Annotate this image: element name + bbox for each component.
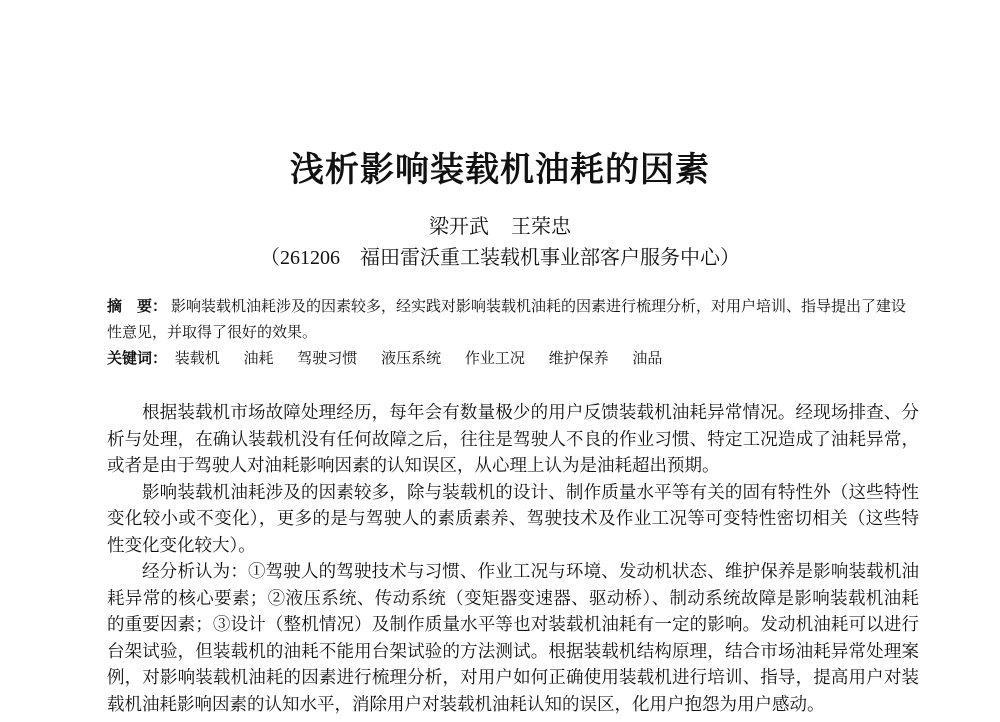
keyword: 液压系统: [381, 351, 442, 367]
keyword: 维护保养: [548, 351, 609, 367]
abstract: [107, 294, 907, 346]
keyword: 作业工况: [464, 351, 525, 367]
keyword: 油品: [632, 351, 663, 367]
keyword: 油耗: [243, 351, 274, 367]
paper-title: 浅析影响装载机油耗的因素: [290, 150, 710, 190]
keyword: 驾驶习惯: [297, 351, 358, 367]
abstract-label: 摘 要：: [107, 299, 168, 315]
author-name: 王荣忠: [511, 216, 571, 238]
body-paragraph: 影响装载机油耗涉及的因素较多，除与装载机的设计、制作质量水平等有关的固有特性外（这些特性变化较小或不变化），更多的是与驾驶人的素质素养、驾驶技术及作业工况等可变特性密切相关（这些特性变化变化较大）。: [107, 481, 919, 555]
keywords-label: 关键词：: [107, 351, 168, 367]
body-paragraph: 经分析认为：①驾驶人的驾驶技术与习惯、作业工况与环境、发动机状态、维护保养是影响装载机油耗异常的核心要素；②液压系统、传动系统（变矩器变速器、驱动桥）、制动系统故障是影响装载机油耗的重要因素；③设计（整机情况）及制作质量水平等也对装载机油耗有一定的影响。发动机油耗可以进行台架试验，但装载机的油耗不能用台架试验的方法测试。根据装载机结构原理，结合市场油耗异常处理案例，对影响装载机油耗的因素进行梳理分析，对用户如何正确使用装载机进行培训、指导，提高用户对装载机油耗影响因素的认知水平，消除用户对装载机油耗认知的误区，化用户抱怨为用户感动。: [107, 561, 919, 714]
body-text: [107, 399, 919, 717]
keyword: 装载机: [174, 351, 220, 367]
author-affiliation: （261206 福田雷沃重工装载机事业部客户服务中心）: [260, 247, 740, 269]
keywords: [107, 347, 927, 368]
abstract-text: 影响装载机油耗涉及的因素较多，经实践对影响装载机油耗的因素进行梳理分析，对用户培训、指导提出了建设性意见，并取得了很好的效果。: [107, 299, 907, 341]
body-paragraph: 根据装载机市场故障处理经历，每年会有数量极少的用户反馈装载机油耗异常情况。经现场排查、分析与处理，在确认装载机没有任何故障之后，往往是驾驶人不良的作业习惯、特定工况造成了油耗异常，或者是由于驾驶人对油耗影响因素的认知误区，从心理上认为是油耗超出预期。: [107, 402, 919, 475]
author-list: [0, 210, 1000, 239]
author-name: 梁开武: [429, 216, 489, 238]
